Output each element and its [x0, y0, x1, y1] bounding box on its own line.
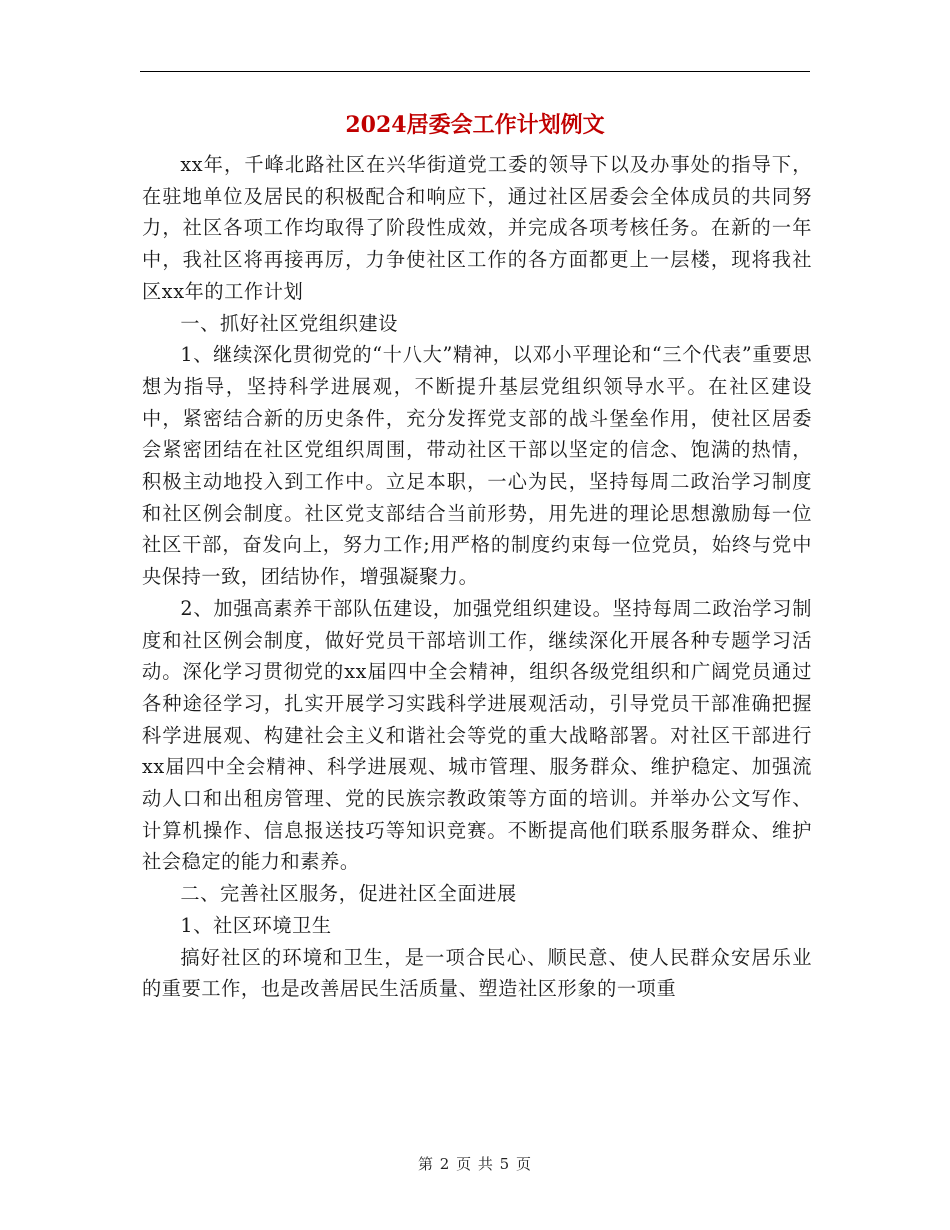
section-heading-party-building: 一、抓好社区党组织建设	[180, 311, 399, 335]
paragraph-environment: 搞好社区的环境和卫生，是一项合民心、顺民意、使人民群众安居乐业的重要工作，也是改善居民生活质量、塑造社区形象的一项重	[142, 945, 812, 1001]
paragraph-item-2: 2、加强高素养干部队伍建设，加强党组织建设。坚持每周二政治学习制度和社区例会制度，做好党员干部培训工作，继续深化开展各种专题学习活动。深化学习贯彻党的xx届四中全会精神，组织各级党组织和广阔党员通过各种途径学习，扎实开展学习实践科学进展观活动，引导党员干部准确把握科学进展观、构建社会主义和谐社会等党的重大战略部署。对社区干部进行xx届四中全会精神、科学进展观、城市管理、服务群众、维护稳定、加强流动人口和出租房管理、党的民族宗教政策等方面的培训。并举办公文写作、计算机操作、信息报送技巧等知识竞赛。不断提高他们联系服务群众、维护社会稳定的能力和素养。	[142, 596, 812, 874]
document-body	[142, 149, 812, 1005]
paragraph-item-1: 1、继续深化贯彻党的“十八大”精神，以邓小平理论和“三个代表”重要思想为指导，坚持科学进展观，不断提升基层党组织领导水平。在社区建设中，紧密结合新的历史条件，充分发挥党支部的战斗堡垒作用，使社区居委会紧密团结在社区党组织周围，带动社区干部以坚定的信念、饱满的热情，积极主动地投入到工作中。立足本职，一心为民，坚持每周二政治学习制度和社区例会制度。社区党支部结合当前形势，用先进的理论思想激励每一位社区干部，奋发向上，努力工作;用严格的制度约束每一位党员，始终与党中央保持一致，团结协作，增强凝聚力。	[142, 343, 812, 589]
page-number: 第 2 页 共 5 页	[418, 1155, 532, 1173]
document-title: 2024居委会工作计划例文	[345, 112, 605, 138]
paragraph-intro: xx年，千峰北路社区在兴华街道党工委的领导下以及办事处的指导下，在驻地单位及居民的积极配合和响应下，通过社区居委会全体成员的共同努力，社区各项工作均取得了阶段性成效，并完成各项考核任务。在新的一年中，我社区将再接再厉，力争使社区工作的各方面都更上一层楼，现将我社区xx年的工作计划	[142, 153, 812, 303]
page-footer	[0, 1152, 950, 1176]
header-rule	[140, 71, 810, 72]
subheading-environment: 1、社区环境卫生	[180, 913, 332, 937]
section-heading-community-service: 二、完善社区服务，促进社区全面进展	[180, 882, 517, 906]
